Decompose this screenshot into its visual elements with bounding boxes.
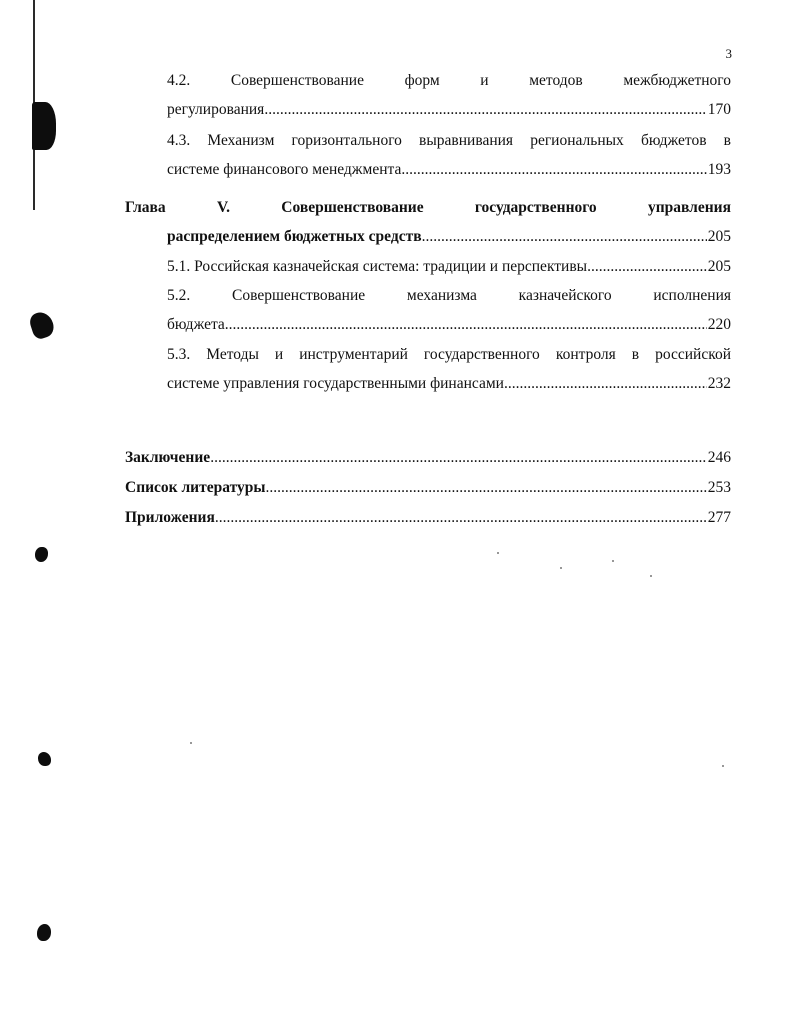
scan-speck	[612, 560, 614, 562]
toc-entry-5-3[interactable]	[167, 340, 731, 398]
page-number: 3	[725, 46, 732, 61]
scan-speck	[560, 567, 562, 569]
scan-blot	[38, 752, 51, 766]
toc-entry-title-continued: системе финансового менеджмента	[167, 161, 402, 178]
dot-leader	[225, 310, 707, 339]
toc-chapter-5[interactable]	[125, 193, 731, 251]
scan-blot	[35, 547, 48, 562]
scan-blot	[32, 102, 56, 150]
scan-speck	[497, 552, 499, 554]
scan-speck	[722, 765, 724, 767]
toc-entry-title: Заключение	[125, 449, 211, 466]
dot-leader	[401, 155, 706, 184]
scan-blot	[37, 924, 51, 941]
toc-entry-5-2[interactable]	[167, 281, 731, 339]
toc-chapter-title-continued: распределением бюджетных средств	[167, 228, 422, 245]
toc-entry-title-continued: регулирования	[167, 101, 265, 118]
dot-leader	[264, 95, 706, 124]
toc-page-number: 232	[707, 375, 731, 392]
toc-entry-4-3[interactable]	[167, 126, 731, 184]
toc-entry-title: 5.1. Российская казначейская система: традиции и перспективы	[167, 258, 588, 275]
toc-entry-title: 4.2. Совершенствование форм и методов межбюджетного	[167, 72, 731, 89]
toc-entry-title: Список литературы	[125, 479, 266, 496]
toc-entry-title: Приложения	[125, 509, 215, 526]
toc-chapter-title: Глава V. Совершенствование государственного управления	[125, 199, 731, 216]
toc-page-number: 205	[707, 258, 731, 275]
toc-page-number: 193	[707, 161, 731, 178]
toc-entry-title: 5.3. Методы и инструментарий государственного контроля в российской	[167, 346, 731, 363]
toc-page-number: 253	[707, 479, 731, 496]
dot-leader	[265, 473, 706, 502]
toc-entry-4-2[interactable]	[167, 66, 731, 124]
toc-entry-conclusion[interactable]	[125, 443, 731, 472]
toc-entry-title: 5.2. Совершенствование механизма казначейского исполнения	[167, 287, 731, 304]
toc-entry-5-1[interactable]	[167, 252, 731, 281]
toc-entry-appendices[interactable]	[125, 503, 731, 532]
toc-page-number: 205	[707, 228, 731, 245]
toc-page-number: 277	[707, 509, 731, 526]
dot-leader	[504, 369, 707, 398]
dot-leader	[210, 443, 707, 472]
scan-speck	[650, 575, 652, 577]
toc-entry-title-continued: бюджета	[167, 316, 225, 333]
toc-entry-title: 4.3. Механизм горизонтального выравнивания региональных бюджетов в	[167, 132, 731, 149]
toc-entry-title-continued: системе управления государственными финансами	[167, 375, 504, 392]
scan-speck	[190, 742, 192, 744]
dot-leader	[587, 252, 707, 281]
toc-page-number: 246	[707, 449, 731, 466]
toc-page-number: 220	[707, 316, 731, 333]
toc-page-number: 170	[707, 101, 731, 118]
scan-blot	[28, 309, 57, 341]
dot-leader	[215, 503, 707, 532]
dot-leader	[422, 222, 707, 251]
toc-entry-bibliography[interactable]	[125, 473, 731, 502]
